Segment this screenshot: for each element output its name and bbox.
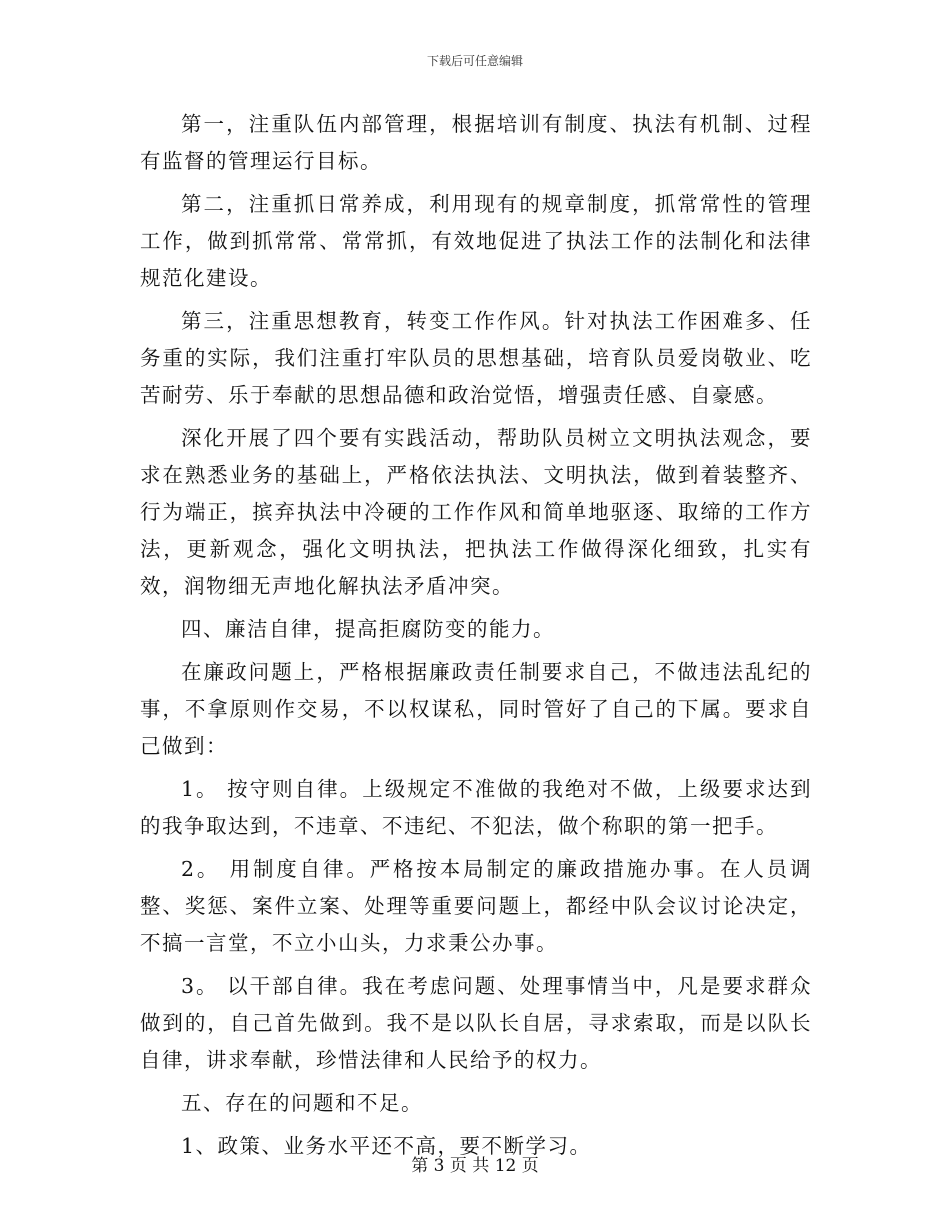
paragraph-6: 在廉政问题上，严格根据廉政责任制要求自己，不做违法乱纪的事，不拿原则作交易，不以权谋私，同时管好了自己的下属。要求自己做到： [140,660,812,758]
page-number-footer: 第 3 页 共 12 页 [411,1156,539,1176]
list-item-2: 2。 用制度自律。严格按本局制定的廉政措施办事。在人员调整、奖惩、案件立案、处理等重要问题上，都经中队会议讨论决定，不搞一言堂，不立小山头，力求秉公办事。 [140,857,812,955]
paragraph-3: 第三，注重思想教育，转变工作作风。针对执法工作困难多、任务重的实际，我们注重打牢队员的思想基础，培育队员爱岗敬业、吃苦耐劳、乐于奉献的思想品德和政治觉悟，增强责任感、自豪感。 [140,309,812,407]
document-body [140,106,812,1171]
section-heading-5: 五、存在的问题和不足。 [181,1091,423,1115]
list-item-1: 1。 按守则自律。上级规定不准做的我绝对不做，上级要求达到的我争取达到，不违章、不违纪、不犯法，做个称职的第一把手。 [140,777,812,838]
list-item-3: 3。 以干部自律。我在考虑问题、处理事情当中，凡是要求群众做到的，自己首先做到。我不是以队长自居，寻求索取，而是以队长自律，讲求奉献，珍惜法律和人民给予的权力。 [140,974,812,1072]
paragraph-2: 第二，注重抓日常养成，利用现有的规章制度，抓常常性的管理工作，做到抓常常、常常抓，有效地促进了执法工作的法制化和法律规范化建设。 [140,192,812,290]
paragraph-4: 深化开展了四个要有实践活动，帮助队员树立文明执法观念，要求在熟悉业务的基础上，严格依法执法、文明执法，做到着装整齐、行为端正，摈弃执法中冷硬的工作作风和简单地驱逐、取缔的工作方法，更新观念，强化文明执法，把执法工作做得深化细致，扎实有效，润物细无声地化解执法矛盾冲突。 [140,426,812,598]
paragraph-1: 第一，注重队伍内部管理，根据培训有制度、执法有机制、过程有监督的管理运行目标。 [140,112,812,173]
paragraph-11: 1、政策、业务水平还不高，要不断学习。 [181,1134,592,1158]
page-header-note: 下载后可任意编辑 [426,54,523,68]
section-heading-4: 四、廉洁自律，提高拒腐防变的能力。 [181,617,555,641]
